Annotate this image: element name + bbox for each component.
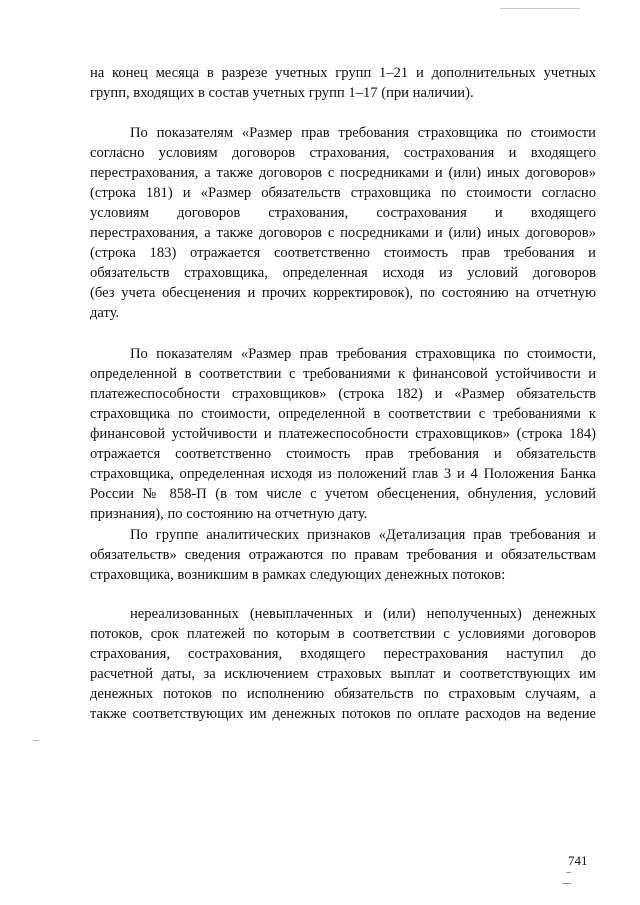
text-line: определенной в соответствии с требованиями к финансовой устойчивости и bbox=[90, 366, 596, 382]
text-line: перестрахования, а также договоров с посредниками и (или) иных договоров» bbox=[90, 225, 596, 241]
text-line: денежных потоков по исполнению обязательств по страховым случаям, а bbox=[90, 686, 596, 702]
text-line: По группе аналитических признаков «Детализация прав требования и bbox=[130, 527, 596, 543]
text-line: страховщика, возникшим в рамках следующих денежных потоков: bbox=[90, 567, 506, 583]
text-line: страховщика по стоимости, определенной в соответствии с требованиями к bbox=[90, 406, 596, 422]
text-line: По показателям «Размер прав требования страховщика по стоимости bbox=[130, 125, 596, 141]
text-line: также соответствующих им денежных потоков по оплате расходов на ведение bbox=[90, 706, 596, 722]
text-line: платежеспособности страховщиков» (строка 182) и «Размер обязательств bbox=[90, 386, 596, 402]
text-line: По показателям «Размер прав требования страховщика по стоимости, bbox=[130, 346, 596, 362]
scan-mark-left bbox=[33, 740, 39, 741]
text-line: признания), по состоянию на отчетную дату. bbox=[90, 506, 368, 522]
text-line: потоков, срок платежей по которым в соответствии с условиями договоров bbox=[90, 626, 596, 642]
page-number: 741 bbox=[568, 853, 588, 868]
text-line: (без учета обесценения и прочих корректировок), по состоянию на отчетную bbox=[90, 285, 596, 301]
text-line: страхования, сострахования, входящего перестрахования наступил до bbox=[90, 646, 596, 662]
text-line: нереализованных (невыплаченных и (или) неполученных) денежных bbox=[130, 606, 596, 622]
scan-mark-top bbox=[500, 8, 580, 9]
text-line: (строка 183) отражается соответственно стоимость прав требования и bbox=[90, 245, 596, 261]
scan-mark-bottom-2 bbox=[562, 883, 571, 884]
text-line: обязательств страховщика, определенная исходя из условий договоров bbox=[90, 265, 596, 281]
text-line: перестрахования, а также договоров с посредниками и (или) иных договоров» bbox=[90, 165, 596, 181]
text-line: расчетной даты, за исключением страховых выплат и соответствующих им bbox=[90, 666, 596, 682]
text-line: (строка 181) и «Размер обязательств страховщика по стоимости согласно bbox=[90, 185, 596, 201]
text-line: финансовой устойчивости и платежеспособности страховщиков» (строка 184) bbox=[90, 426, 596, 442]
text-line: условиям договоров страхования, сострахования и входящего bbox=[90, 205, 596, 221]
text-line: дату. bbox=[90, 305, 120, 321]
text-line: групп, входящих в состав учетных групп 1–17 (при наличии). bbox=[90, 85, 474, 101]
text-line: отражается соответственно стоимость прав требования и обязательств bbox=[90, 446, 596, 462]
text-line: согласно условиям договоров страхования, сострахования и входящего bbox=[90, 145, 596, 161]
text-line: на конец месяца в разрезе учетных групп 1–21 и дополнительных учетных bbox=[90, 65, 596, 81]
scan-mark-bottom-1 bbox=[566, 872, 571, 873]
text-line: России № 858-П (в том числе с учетом обесценения, обнуления, условий bbox=[90, 486, 596, 502]
text-line: страховщика, определенная исходя из положений глав 3 и 4 Положения Банка bbox=[90, 466, 596, 482]
text-line: обязательств» сведения отражаются по правам требования и обязательствам bbox=[90, 547, 596, 563]
